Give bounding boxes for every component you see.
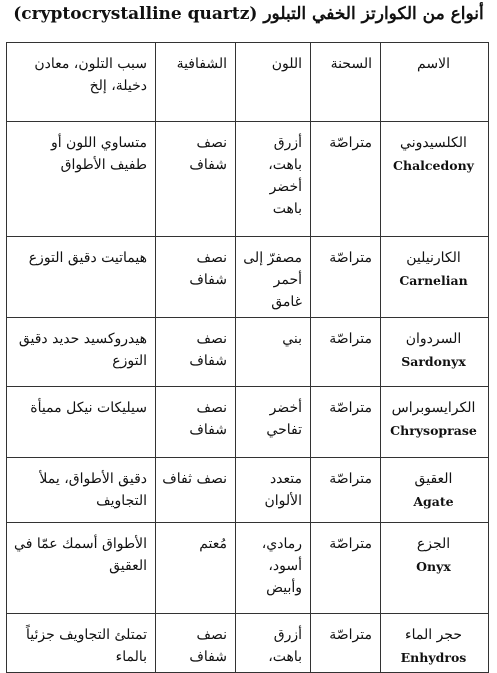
cause-cell: هيماتيت دقيق التوزع bbox=[7, 237, 156, 318]
mineral-name-en: Onyx bbox=[416, 559, 451, 574]
streak-cell: متراصّة bbox=[311, 614, 381, 673]
header-transparency: الشفافية bbox=[156, 43, 236, 122]
color-cell: أزرق باهت، أخضر باهت bbox=[236, 122, 311, 237]
transparency-cell: نصف ثفاف bbox=[156, 458, 236, 523]
streak-cell: متراصّة bbox=[311, 122, 381, 237]
transparency-cell: نصف شفاف bbox=[156, 122, 236, 237]
color-cell: متعدد الألوان bbox=[236, 458, 311, 523]
table-row bbox=[7, 237, 489, 318]
color-cell: أزرق باهت، bbox=[236, 614, 311, 673]
mineral-name-ar: الكلسيدوني bbox=[400, 135, 467, 151]
streak-cell: متراصّة bbox=[311, 523, 381, 614]
transparency-cell: نصف شفاف bbox=[156, 614, 236, 673]
color-cell: مصفرّ إلى أحمر غامق bbox=[236, 237, 311, 318]
header-row bbox=[7, 43, 489, 122]
mineral-name-ar: الكرايسوبراس bbox=[391, 400, 476, 416]
transparency-cell: مُعتم bbox=[156, 523, 236, 614]
quartz-types-table bbox=[6, 42, 489, 673]
mineral-name-cell bbox=[381, 458, 489, 523]
cause-cell: الأطواق أسمك عمّا في العقيق bbox=[7, 523, 156, 614]
mineral-name-ar: العقيق bbox=[414, 471, 453, 487]
header-color: اللون bbox=[236, 43, 311, 122]
cause-cell: تمتلئ التجاويف جزئياً بالماء bbox=[7, 614, 156, 673]
streak-cell: متراصّة bbox=[311, 458, 381, 523]
mineral-name-ar: السردوان bbox=[405, 331, 462, 347]
table-row bbox=[7, 458, 489, 523]
transparency-cell: نصف شفاف bbox=[156, 237, 236, 318]
mineral-name-cell bbox=[381, 387, 489, 458]
table-row bbox=[7, 387, 489, 458]
mineral-name-en: Chalcedony bbox=[393, 158, 474, 173]
header-name: الاسم bbox=[381, 43, 489, 122]
mineral-name-cell bbox=[381, 614, 489, 673]
cause-cell: دقيق الأطواق، يملأ التجاويف bbox=[7, 458, 156, 523]
streak-cell: متراصّة bbox=[311, 318, 381, 387]
mineral-name-ar: الكارنيلين bbox=[406, 250, 461, 266]
cause-cell: سيليكات نيكل مميأة bbox=[7, 387, 156, 458]
header-streak: السحنة bbox=[311, 43, 381, 122]
cause-cell: هيدروكسيد حديد دقيق التوزع bbox=[7, 318, 156, 387]
color-cell: أخضر تفاحي bbox=[236, 387, 311, 458]
mineral-name-ar: الجزع bbox=[416, 536, 451, 552]
table-row bbox=[7, 122, 489, 237]
color-cell: بني bbox=[236, 318, 311, 387]
mineral-name-ar: حجر الماء bbox=[405, 627, 462, 643]
mineral-name-en: Carnelian bbox=[399, 273, 468, 288]
table-row bbox=[7, 318, 489, 387]
header-cause: سبب التلون، معادن دخيلة، إلخ bbox=[7, 43, 156, 122]
mineral-name-en: Sardonyx bbox=[401, 354, 466, 369]
color-cell: رمادي، أسود، وأبيض bbox=[236, 523, 311, 614]
mineral-name-en: Enhydros bbox=[400, 650, 467, 665]
transparency-cell: نصف شفاف bbox=[156, 318, 236, 387]
mineral-name-en: Chrysoprase bbox=[390, 423, 477, 438]
page-title: أنواع من الكوارتز الخفي التبلور (cryptocrystalline quartz) bbox=[13, 4, 484, 24]
streak-cell: متراصّة bbox=[311, 237, 381, 318]
streak-cell: متراصّة bbox=[311, 387, 381, 458]
table-row bbox=[7, 614, 489, 673]
mineral-name-en: Agate bbox=[413, 494, 454, 509]
mineral-name-cell bbox=[381, 237, 489, 318]
transparency-cell: نصف شفاف bbox=[156, 387, 236, 458]
cause-cell: متساوي اللون أو طفيف الأطواق bbox=[7, 122, 156, 237]
mineral-name-cell bbox=[381, 122, 489, 237]
table-row bbox=[7, 523, 489, 614]
mineral-name-cell bbox=[381, 318, 489, 387]
mineral-name-cell bbox=[381, 523, 489, 614]
